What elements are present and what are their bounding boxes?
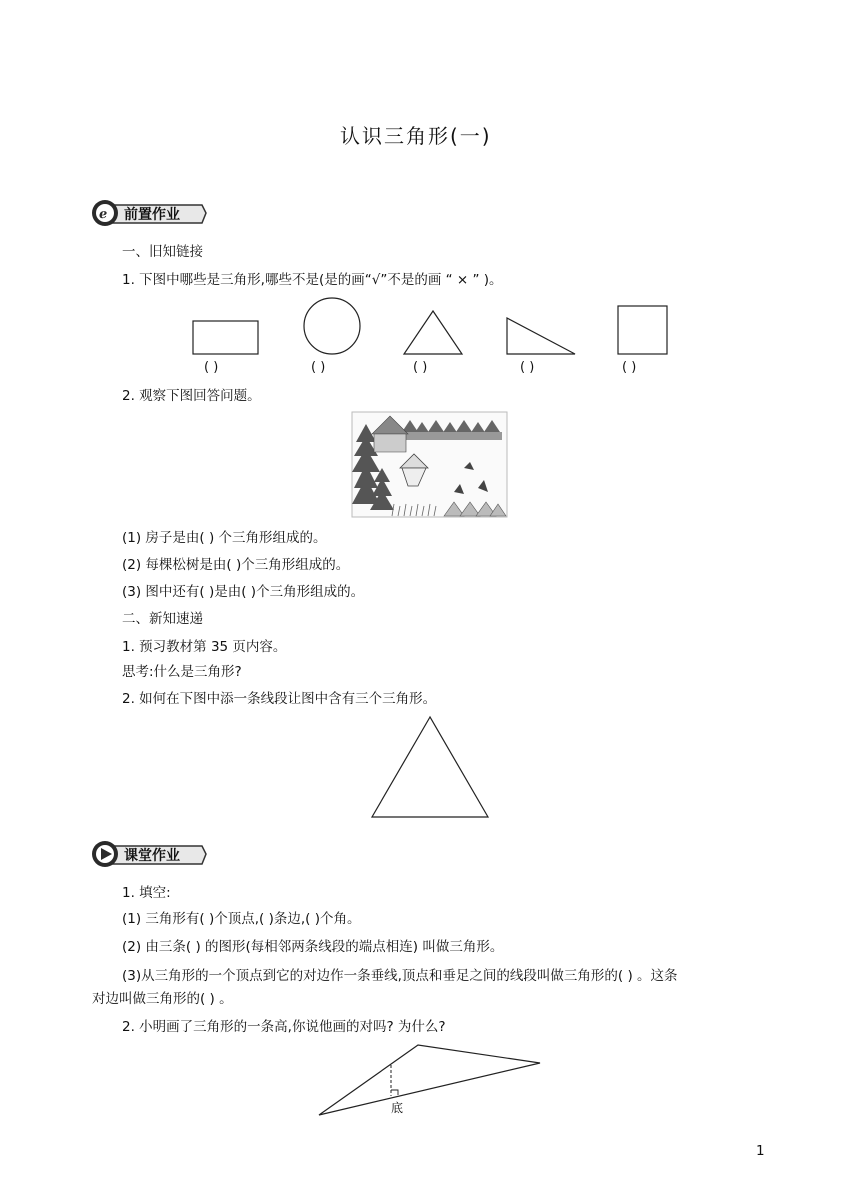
new-knowledge-1: 1. 预习教材第 35 页内容。 bbox=[122, 639, 287, 655]
new-knowledge-2: 2. 如何在下图中添一条线段让图中含有三个三角形。 bbox=[122, 691, 437, 707]
class-question-1-2: (2) 由三条( ) 的图形(每相邻两条线段的端点相连) 叫做三角形。 bbox=[122, 939, 504, 955]
shapes-row bbox=[0, 296, 860, 366]
base-label: 底 bbox=[391, 1101, 404, 1115]
answer-paren-3[interactable]: ( ) bbox=[413, 360, 428, 375]
height-triangle-figure bbox=[0, 1040, 860, 1120]
svg-text:ℯ: ℯ bbox=[99, 207, 108, 222]
answer-paren-5[interactable]: ( ) bbox=[622, 360, 637, 375]
class-question-1-3b: 对边叫做三角形的( ) 。 bbox=[92, 991, 233, 1007]
square-shape bbox=[618, 306, 667, 354]
page-number: 1 bbox=[756, 1143, 765, 1159]
triangle-shape bbox=[404, 311, 462, 354]
question-2-3: (3) 图中还有( )是由( )个三角形组成的。 bbox=[122, 584, 365, 600]
section-badge-label: 课堂作业 bbox=[124, 848, 180, 864]
section-badge-pre bbox=[90, 199, 210, 227]
class-question-2: 2. 小明画了三角形的一条高,你说他画的对吗? 为什么? bbox=[122, 1019, 446, 1035]
question-1: 1. 下图中哪些是三角形,哪些不是(是的画“√”不是的画 “ × ” )。 bbox=[122, 272, 503, 288]
part2-heading: 二、新知速递 bbox=[122, 611, 203, 627]
class-question-1-1: (1) 三角形有( )个顶点,( )条边,( )个角。 bbox=[122, 911, 361, 927]
answer-paren-4[interactable]: ( ) bbox=[520, 360, 535, 375]
class-question-1: 1. 填空: bbox=[122, 885, 171, 901]
question-2: 2. 观察下图回答问题。 bbox=[122, 388, 261, 404]
rectangle-shape bbox=[193, 321, 258, 354]
page-title: 认识三角形(一) bbox=[340, 124, 492, 148]
answer-paren-1[interactable]: ( ) bbox=[204, 360, 219, 375]
right-triangle-shape bbox=[507, 318, 575, 354]
answer-paren-2[interactable]: ( ) bbox=[311, 360, 326, 375]
question-2-1: (1) 房子是由( ) 个三角形组成的。 bbox=[122, 530, 327, 546]
section-badge-label: 前置作业 bbox=[124, 207, 180, 223]
large-triangle bbox=[0, 712, 860, 822]
circle-shape bbox=[304, 298, 360, 354]
question-2-2: (2) 每棵松树是由( )个三角形组成的。 bbox=[122, 557, 350, 573]
class-question-1-3a: (3)从三角形的一个顶点到它的对边作一条垂线,顶点和垂足之间的线段叫做三角形的( ) 。这条 bbox=[122, 968, 678, 984]
part1-heading: 一、旧知链接 bbox=[122, 244, 203, 260]
section-badge-class bbox=[90, 840, 210, 868]
new-knowledge-think: 思考:什么是三角形? bbox=[122, 664, 242, 680]
triangle-scene-picture bbox=[352, 412, 508, 518]
